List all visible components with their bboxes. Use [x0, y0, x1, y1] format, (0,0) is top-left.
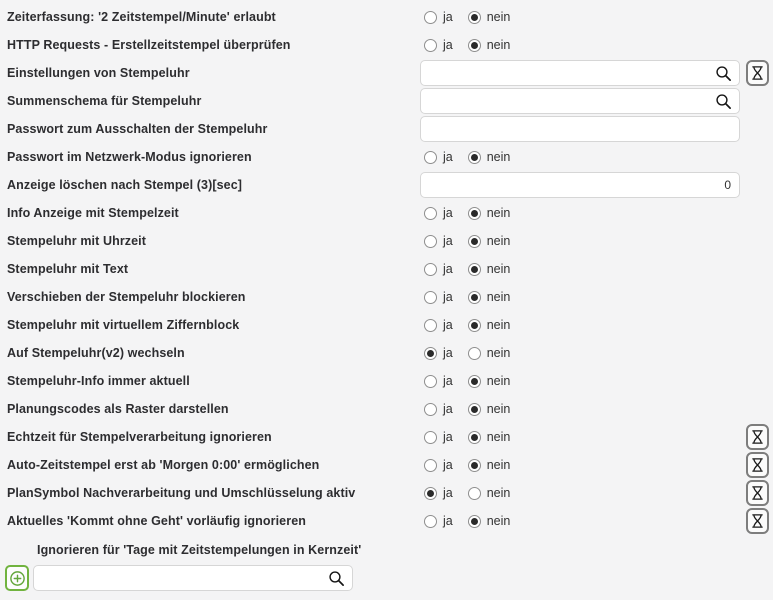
- radio-circle: [424, 459, 437, 472]
- settings-row: [0, 507, 773, 535]
- radio-ja[interactable]: [424, 262, 453, 276]
- radio-circle: [424, 431, 437, 444]
- radio-label: ja: [443, 458, 453, 472]
- radio-dot: [471, 378, 478, 385]
- radio-dot: [427, 490, 434, 497]
- radio-group: [424, 3, 510, 31]
- row-label: Stempeluhr mit virtuellem Ziffernblock: [7, 318, 240, 332]
- radio-nein[interactable]: [468, 150, 511, 164]
- radio-nein[interactable]: [468, 206, 511, 220]
- add-button[interactable]: [5, 565, 29, 591]
- hourglass-icon: [751, 65, 764, 81]
- radio-label: ja: [443, 290, 453, 304]
- radio-dot: [471, 294, 478, 301]
- radio-label: ja: [443, 346, 453, 360]
- radio-circle: [424, 347, 437, 360]
- radio-group: [424, 283, 510, 311]
- settings-row: [0, 311, 773, 339]
- radio-group: [424, 199, 510, 227]
- radio-label: nein: [486, 290, 511, 304]
- radio-circle: [468, 11, 481, 24]
- radio-label: nein: [486, 430, 511, 444]
- row-label: Planungscodes als Raster darstellen: [7, 402, 229, 416]
- settings-row: [0, 283, 773, 311]
- settings-row: [0, 3, 773, 31]
- radio-dot: [471, 462, 478, 469]
- settings-row: [0, 87, 773, 115]
- radio-nein[interactable]: [468, 374, 511, 388]
- radio-ja[interactable]: [424, 514, 453, 528]
- radio-nein[interactable]: [468, 318, 511, 332]
- radio-group: [424, 227, 510, 255]
- radio-ja[interactable]: [424, 486, 453, 500]
- radio-group: [424, 339, 510, 367]
- radio-label: nein: [486, 458, 511, 472]
- radio-ja[interactable]: [424, 402, 453, 416]
- row-label: PlanSymbol Nachverarbeitung und Umschlüsselung aktiv: [7, 486, 356, 500]
- radio-circle: [424, 235, 437, 248]
- radio-ja[interactable]: [424, 458, 453, 472]
- plus-icon: [9, 570, 26, 587]
- radio-group: [424, 423, 510, 451]
- radio-circle: [468, 347, 481, 360]
- hourglass-button[interactable]: [746, 480, 769, 506]
- row-label: Passwort im Netzwerk-Modus ignorieren: [7, 150, 252, 164]
- settings-row: [0, 31, 773, 59]
- radio-circle: [424, 263, 437, 276]
- radio-nein[interactable]: [468, 430, 511, 444]
- radio-label: nein: [486, 38, 511, 52]
- footer-section: [0, 543, 773, 592]
- radio-group: [424, 143, 510, 171]
- radio-label: nein: [486, 402, 511, 416]
- settings-row: [0, 143, 773, 171]
- radio-ja[interactable]: [424, 346, 453, 360]
- radio-nein[interactable]: [468, 346, 511, 360]
- search-input[interactable]: [420, 88, 740, 114]
- radio-circle: [424, 403, 437, 416]
- hourglass-icon: [751, 513, 764, 529]
- hourglass-icon: [751, 457, 764, 473]
- radio-group: [424, 367, 510, 395]
- radio-circle: [424, 515, 437, 528]
- radio-nein[interactable]: [468, 262, 511, 276]
- radio-label: nein: [486, 374, 511, 388]
- radio-ja[interactable]: [424, 38, 453, 52]
- radio-circle: [468, 459, 481, 472]
- radio-nein[interactable]: [468, 10, 511, 24]
- radio-label: ja: [443, 430, 453, 444]
- number-input[interactable]: [420, 172, 740, 198]
- radio-circle: [468, 263, 481, 276]
- radio-label: ja: [443, 374, 453, 388]
- radio-group: [424, 311, 510, 339]
- radio-dot: [471, 322, 478, 329]
- radio-ja[interactable]: [424, 374, 453, 388]
- radio-label: ja: [443, 150, 453, 164]
- radio-circle: [424, 39, 437, 52]
- radio-label: nein: [486, 318, 511, 332]
- radio-label: nein: [486, 206, 511, 220]
- radio-circle: [424, 11, 437, 24]
- radio-ja[interactable]: [424, 430, 453, 444]
- row-label: Auto-Zeitstempel erst ab 'Morgen 0:00' ermöglichen: [7, 458, 320, 472]
- radio-nein[interactable]: [468, 290, 511, 304]
- settings-row: [0, 395, 773, 423]
- radio-circle: [468, 151, 481, 164]
- hourglass-icon: [751, 429, 764, 445]
- row-label: Verschieben der Stempeluhr blockieren: [7, 290, 246, 304]
- row-label: Auf Stempeluhr(v2) wechseln: [7, 346, 185, 360]
- settings-row: [0, 451, 773, 479]
- radio-label: ja: [443, 402, 453, 416]
- hourglass-button[interactable]: [746, 60, 769, 86]
- settings-row: [0, 115, 773, 143]
- settings-rows: [0, 3, 773, 535]
- radio-circle: [424, 207, 437, 220]
- radio-group: [424, 31, 510, 59]
- row-label: Info Anzeige mit Stempelzeit: [7, 206, 179, 220]
- radio-ja[interactable]: [424, 234, 453, 248]
- settings-row: [0, 199, 773, 227]
- row-label: Summenschema für Stempeluhr: [7, 94, 202, 108]
- hourglass-button[interactable]: [746, 424, 769, 450]
- radio-dot: [471, 154, 478, 161]
- row-label: Stempeluhr mit Text: [7, 262, 129, 276]
- settings-row: [0, 171, 773, 199]
- row-label: Aktuelles 'Kommt ohne Geht' vorläufig ignorieren: [7, 514, 306, 528]
- row-label: Passwort zum Ausschalten der Stempeluhr: [7, 122, 268, 136]
- radio-label: nein: [486, 486, 511, 500]
- radio-circle: [468, 39, 481, 52]
- radio-dot: [471, 238, 478, 245]
- radio-label: ja: [443, 262, 453, 276]
- row-label: Einstellungen von Stempeluhr: [7, 66, 190, 80]
- row-label: Zeiterfassung: '2 Zeitstempel/Minute' erlaubt: [7, 10, 276, 24]
- radio-circle: [424, 319, 437, 332]
- radio-dot: [471, 434, 478, 441]
- footer-search-input[interactable]: [33, 565, 353, 591]
- radio-nein[interactable]: [468, 514, 511, 528]
- radio-ja[interactable]: [424, 318, 453, 332]
- radio-dot: [471, 518, 478, 525]
- radio-ja[interactable]: [424, 10, 453, 24]
- radio-nein[interactable]: [468, 486, 511, 500]
- row-label: Stempeluhr mit Uhrzeit: [7, 234, 147, 248]
- radio-group: [424, 479, 510, 507]
- settings-row: [0, 367, 773, 395]
- radio-label: ja: [443, 10, 453, 24]
- settings-row: [0, 59, 773, 87]
- radio-nein[interactable]: [468, 458, 511, 472]
- settings-row: [0, 339, 773, 367]
- radio-ja[interactable]: [424, 150, 453, 164]
- radio-label: nein: [486, 514, 511, 528]
- radio-ja[interactable]: [424, 206, 453, 220]
- radio-circle: [468, 375, 481, 388]
- radio-nein[interactable]: [468, 402, 511, 416]
- radio-group: [424, 507, 510, 535]
- radio-circle: [468, 403, 481, 416]
- radio-nein[interactable]: [468, 38, 511, 52]
- radio-circle: [468, 319, 481, 332]
- row-label: Anzeige löschen nach Stempel (3)[sec]: [7, 178, 243, 192]
- footer-label: Ignorieren für 'Tage mit Zeitstempelungen in Kernzeit': [37, 543, 362, 557]
- hourglass-icon: [751, 485, 764, 501]
- radio-label: nein: [486, 346, 511, 360]
- radio-ja[interactable]: [424, 290, 453, 304]
- search-icon[interactable]: [328, 570, 345, 587]
- search-input[interactable]: [420, 60, 740, 86]
- row-label: Echtzeit für Stempelverarbeitung ignorieren: [7, 430, 272, 444]
- radio-group: [424, 395, 510, 423]
- radio-dot: [471, 42, 478, 49]
- radio-circle: [468, 515, 481, 528]
- input-value: 0: [724, 178, 731, 192]
- radio-circle: [424, 151, 437, 164]
- settings-row: [0, 255, 773, 283]
- radio-circle: [424, 487, 437, 500]
- radio-circle: [468, 291, 481, 304]
- radio-label: ja: [443, 38, 453, 52]
- radio-circle: [468, 431, 481, 444]
- settings-row: [0, 479, 773, 507]
- radio-label: ja: [443, 206, 453, 220]
- text-input[interactable]: [420, 116, 740, 142]
- radio-circle: [424, 291, 437, 304]
- row-label: Stempeluhr-Info immer aktuell: [7, 374, 190, 388]
- settings-row: [0, 423, 773, 451]
- radio-circle: [424, 375, 437, 388]
- radio-label: ja: [443, 234, 453, 248]
- search-icon[interactable]: [715, 65, 732, 82]
- radio-group: [424, 255, 510, 283]
- radio-label: nein: [486, 10, 511, 24]
- radio-group: [424, 451, 510, 479]
- hourglass-button[interactable]: [746, 508, 769, 534]
- radio-dot: [471, 14, 478, 21]
- radio-label: nein: [486, 234, 511, 248]
- radio-dot: [471, 406, 478, 413]
- radio-dot: [427, 350, 434, 357]
- search-icon[interactable]: [715, 93, 732, 110]
- row-label: HTTP Requests - Erstellzeitstempel überprüfen: [7, 38, 291, 52]
- radio-nein[interactable]: [468, 234, 511, 248]
- radio-circle: [468, 207, 481, 220]
- radio-dot: [471, 266, 478, 273]
- radio-circle: [468, 487, 481, 500]
- radio-dot: [471, 210, 478, 217]
- radio-label: ja: [443, 514, 453, 528]
- radio-label: nein: [486, 150, 511, 164]
- footer-row: [0, 564, 773, 592]
- radio-circle: [468, 235, 481, 248]
- hourglass-button[interactable]: [746, 452, 769, 478]
- radio-label: nein: [486, 262, 511, 276]
- radio-label: ja: [443, 318, 453, 332]
- settings-row: [0, 227, 773, 255]
- radio-label: ja: [443, 486, 453, 500]
